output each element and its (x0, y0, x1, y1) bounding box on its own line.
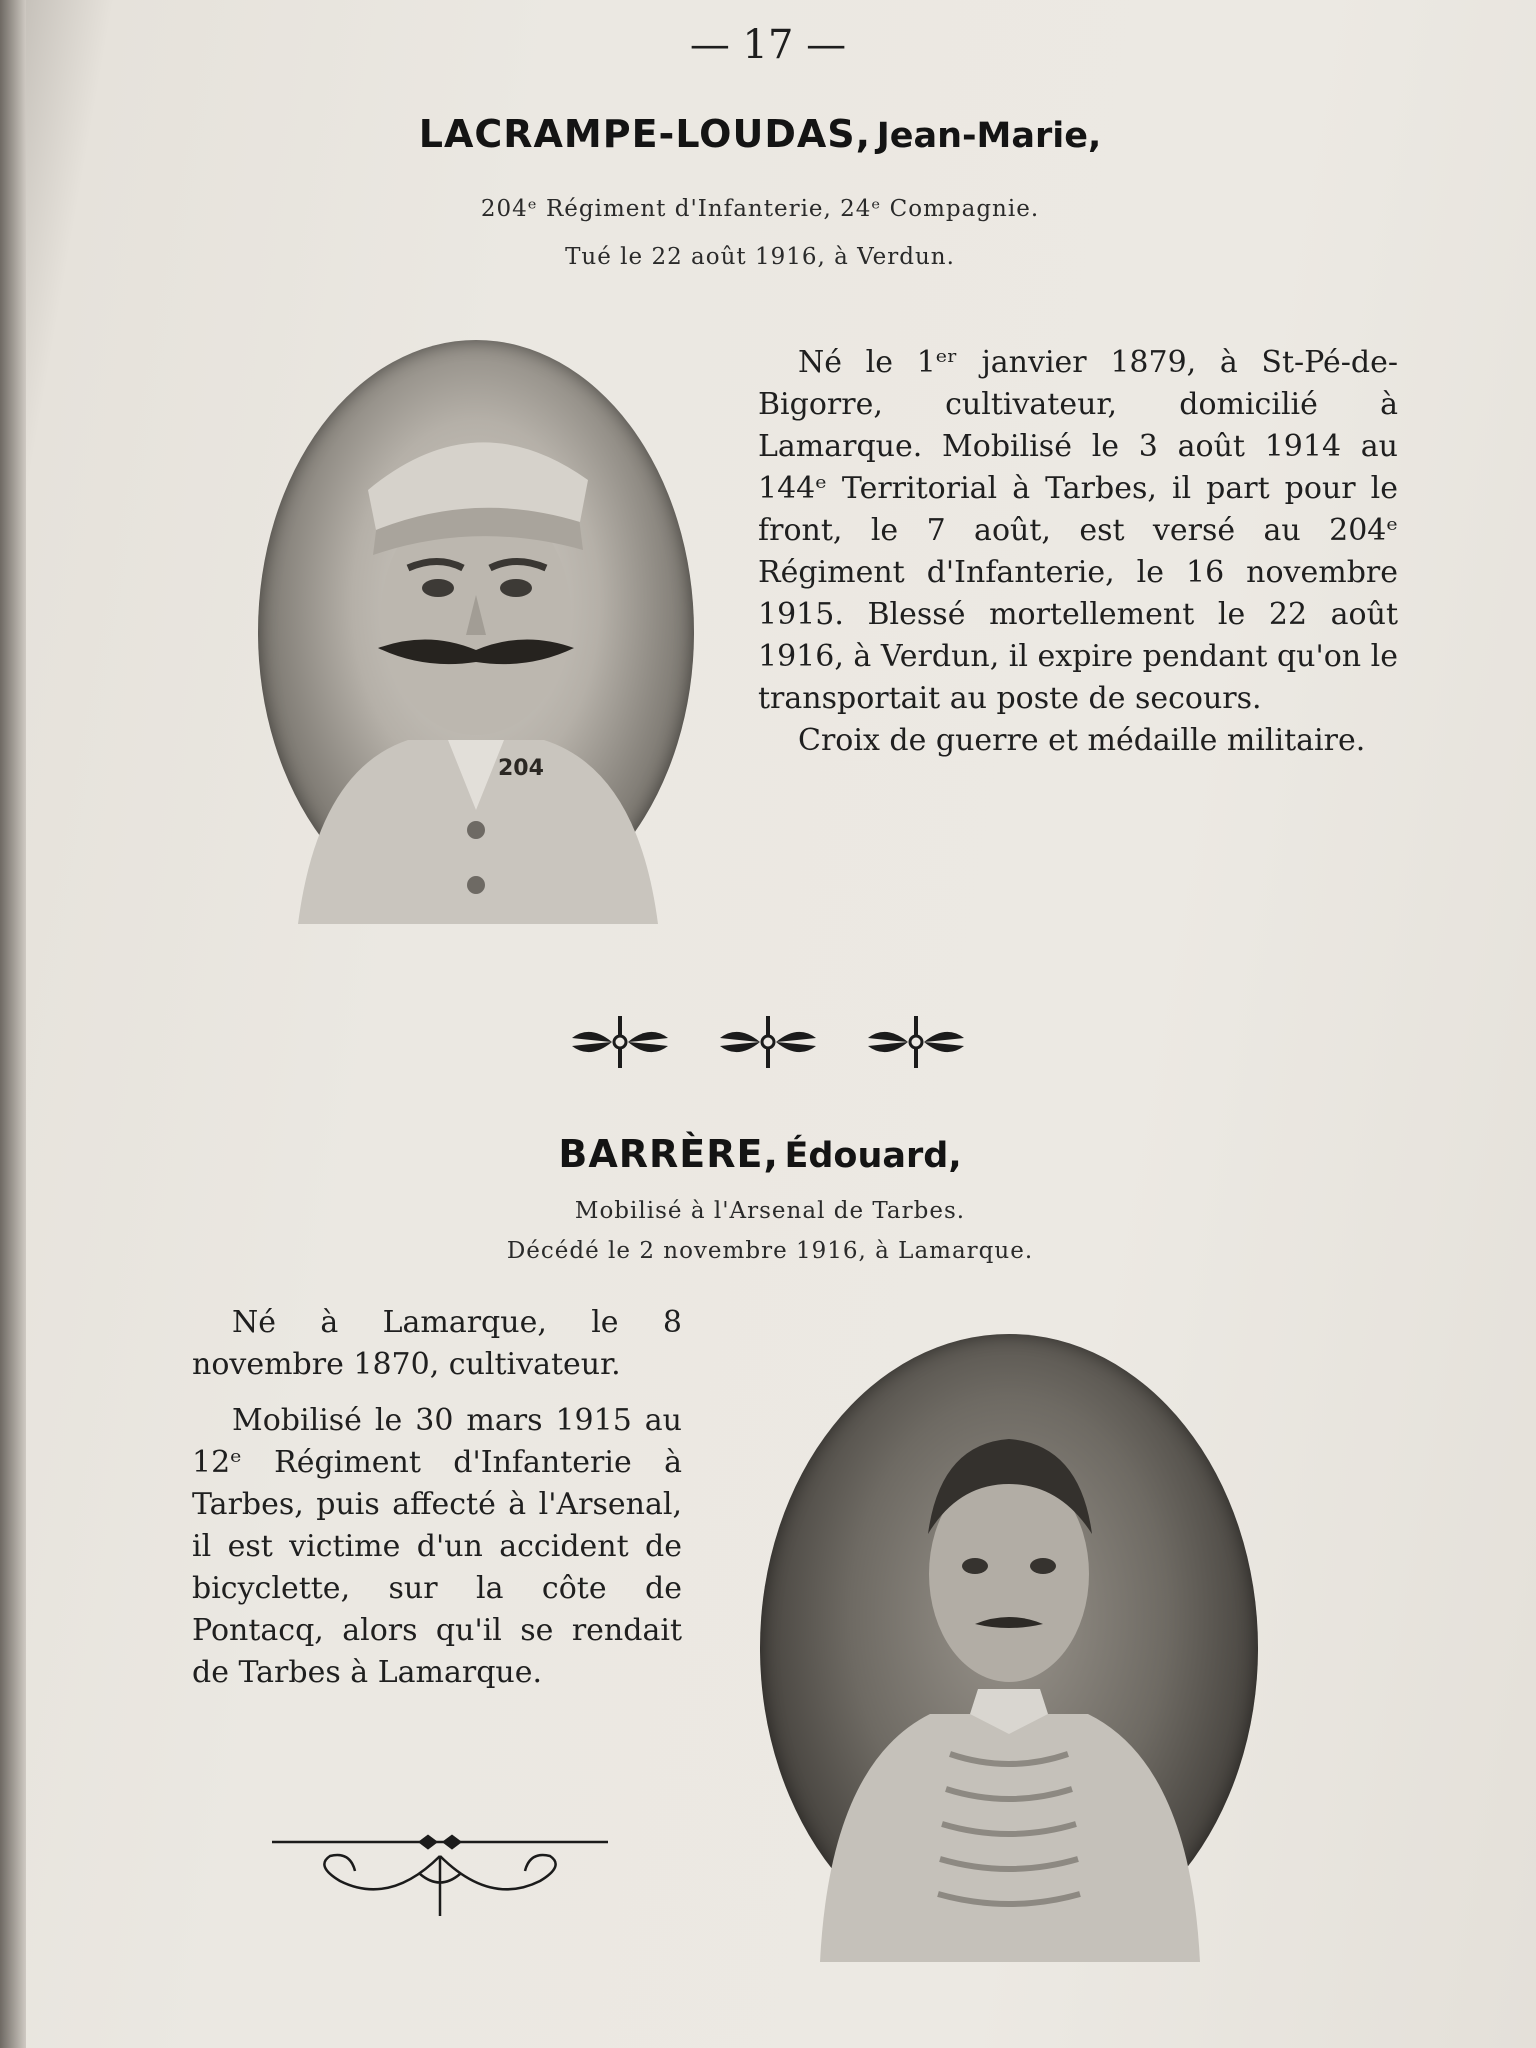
tailpiece-ornament (270, 1826, 610, 1926)
entry-1-surname: LACRAMPE-LOUDAS, (418, 112, 872, 156)
entry-2-surname: BARRÈRE, (558, 1132, 779, 1176)
entry-1-biography (758, 342, 1398, 762)
entry-1-death: Tué le 22 août 1916, à Verdun. (565, 244, 955, 270)
entry-2-paragraph-2: Mobilisé le 30 mars 1915 au 12ᵉ Régiment d'Infanterie à Tarbes, puis affecté à l'Arsenal, il est victime d'un accident de bicyclette, sur la côte de Pontacq, alors qu'il se rendait de Tarbes à Lamarque. (192, 1403, 682, 1690)
page-number: — 17 — (689, 22, 847, 68)
entry-2-paragraph-1: Né à Lamarque, le 8 novembre 1870, cultivateur. (192, 1305, 682, 1382)
entry-2-death: Décédé le 2 novembre 1916, à Lamarque. (506, 1238, 1034, 1264)
book-spine (0, 0, 26, 2048)
entry-2-service: Mobilisé à l'Arsenal de Tarbes. (574, 1198, 966, 1224)
floral-divider-ornament (568, 1012, 968, 1072)
collar-number: 204 (498, 756, 544, 781)
entry-2-biography (192, 1302, 682, 1694)
entry-2-given-name: Édouard, (784, 1136, 962, 1176)
entry-1-portrait (258, 340, 694, 924)
entry-1-paragraph-2: Croix de guerre et médaille militaire. (798, 723, 1366, 758)
entry-1-name (300, 112, 1220, 156)
man-portrait-image (760, 1334, 1258, 1962)
entry-1-given-name: Jean-Marie, (876, 116, 1102, 156)
entry-2-portrait (760, 1334, 1258, 1962)
entry-1-regiment: 204ᵉ Régiment d'Infanterie, 24ᵉ Compagnie. (480, 196, 1040, 222)
soldier-portrait-image (258, 340, 694, 924)
entry-1-paragraph-1: Né le 1ᵉʳ janvier 1879, à St-Pé-de-Bigorre, cultivateur, domicilié à Lamarque. Mobilisé le 3 août 1914 au 144ᵉ Territorial à Tarbes, il part pour le front, le 7 août, est versé au 204ᵉ Régiment d'Infanterie, le 16 novembre 1915. Blessé mortellement le 22 août 1916, à Verdun, il expire pendant qu'on le transportait au poste de secours. (758, 345, 1398, 716)
entry-2-name (380, 1132, 1140, 1176)
